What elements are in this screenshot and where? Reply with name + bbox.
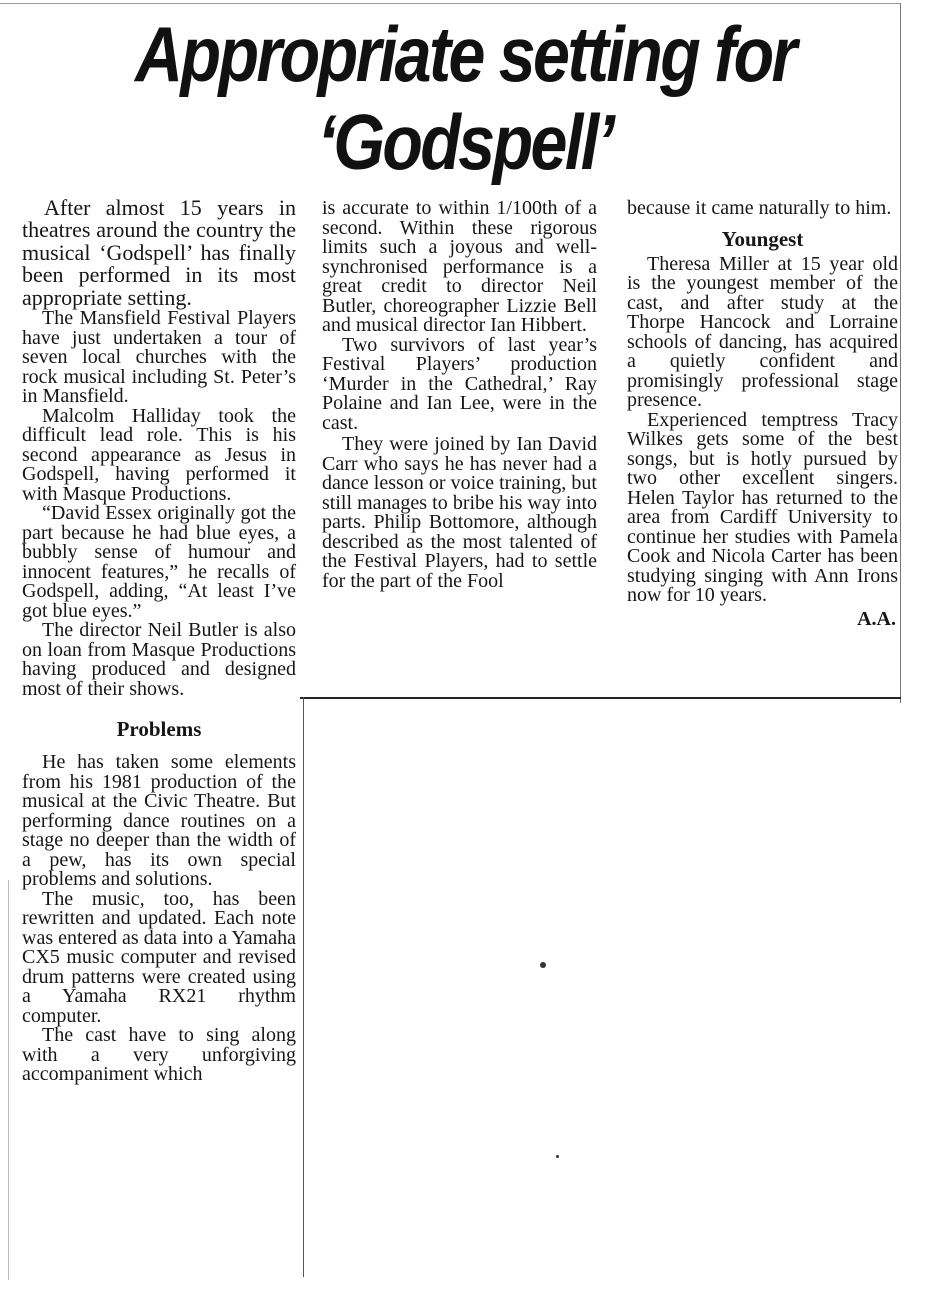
column-divider [303, 697, 304, 1277]
paragraph: “David Essex originally got the part because he had blue eyes, a bubbly sense of humour and innocent features,” he recalls of Godspell, adding, “At least I’ve got blue eyes.” [22, 502, 296, 622]
paragraph: The director Neil Butler is also on loan from Masque Productions having produced and designed most of their shows. [22, 619, 296, 700]
paragraph: The Mansfield Festival Players have just undertaken a tour of seven local churches with the rock musical including St. Peter’s in Mansfield. [22, 307, 296, 408]
headline-line-2: ‘Godspell’ [317, 98, 613, 186]
paragraph: is accurate to within 1/100th of a second. Within these rigorous limits such a joyous and well-synchronised performance is a great credit to director Neil Butler, choreographer Lizzie Bell and musical director Ian Hibbert. [322, 197, 597, 336]
ink-speck [556, 1155, 559, 1158]
left-edge-line [8, 880, 9, 1280]
paragraph: Malcolm Halliday took the difficult lead role. This is his second appearance as Jesus in Godspell, having performed it with Masque Productions. [22, 404, 296, 505]
paragraph: They were joined by Ian David Carr who says he has never had a dance lesson or voice training, but still manages to bribe his way into parts. Philip Bottomore, although described as the most talented of the Festival Players, had to settle for the part of the Fool [322, 433, 597, 592]
headline-line-1: Appropriate setting for [135, 10, 795, 98]
paragraph: Two survivors of last year’s Festival Players’ production ‘Murder in the Cathedral,’ Ray Polaine and Ian Lee, were in the cast. [322, 333, 597, 434]
subheading-problems: Problems [116, 717, 202, 742]
paragraph: The music, too, has been rewritten and updated. Each note was entered as data into a Yamaha CX5 music computer and revised drum patterns were created using a Yamaha RX21 rhythm computer. [22, 887, 296, 1027]
top-border [0, 3, 900, 4]
right-border [900, 3, 901, 703]
paragraph: Experienced temptress Tracy Wilkes gets some of the best songs, but is hotly pursued by two other excellent singers. Helen Taylor has returned to the area from Cardiff University to continue her studies with Pamela Cook and Nicola Carter has been studying singing with Ann Irons now for 10 years. [627, 408, 898, 606]
article-column-2 [322, 199, 597, 591]
paragraph: He has taken some elements from his 1981 production of the musical at the Civic Theatre. But performing dance routines on a stage no deeper than the width of a pew, has its own special problems and solutions. [22, 751, 296, 891]
article-column-3 [627, 199, 898, 629]
paragraph: After almost 15 years in theatres around the country the musical ‘Godspell’ has finally been performed in its most appropriate setting. [22, 195, 296, 310]
paragraph: The cast have to sing along with a very unforgiving accompaniment which [22, 1024, 296, 1086]
byline: A.A. [857, 607, 896, 630]
paragraph: because it came naturally to him. [627, 197, 892, 219]
article-bottom-rule [300, 697, 901, 699]
subheading-youngest: Youngest [721, 226, 804, 251]
article-column-1 [22, 197, 296, 1085]
paragraph: Theresa Miller at 15 year old is the youngest member of the cast, and after study at the Thorpe Hancock and Lorraine schools of dancing, has acquired a quietly confident and promisingly professional stage presence. [627, 252, 898, 411]
ink-speck [540, 962, 546, 968]
